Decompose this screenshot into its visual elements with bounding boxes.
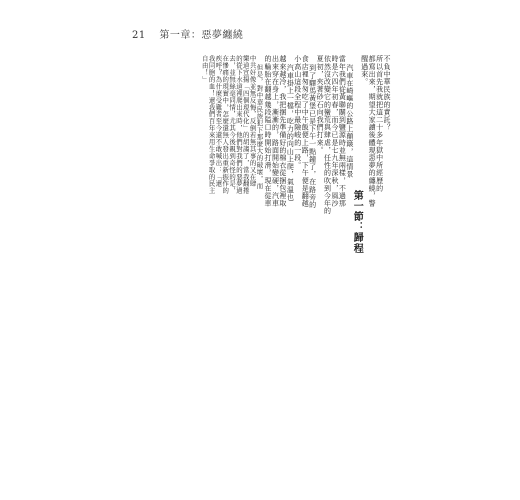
text-column: 汽車在崎嶇的公路上顛簸，這情景	[345, 64, 354, 178]
text-column: 的輪胎在翻越幾段隘口時開始打滑，現在從車	[264, 55, 272, 207]
text-column: 自由！」	[200, 55, 209, 83]
text-column: 不負中華民族的責託？	[383, 55, 391, 131]
text-column: 越來越冷，我把捆先準備好的棉衣從捆包裡取	[278, 55, 287, 207]
text-column: 食店裡匆匆吃了中午飯便上路，下午便是翻越	[301, 55, 310, 207]
text-column: 疾呼？為什麼受難者至今還不敢喊出：「還	[214, 55, 223, 188]
text-column: 依然沒改變它的蠻荒與肆虐，任性的吹到今年的	[323, 55, 332, 215]
text-column: 中共奸像並無反悔，反倒若無其事的又在肆	[248, 55, 257, 188]
text-column: 但是，對中華民族犯下那麼大的破壞，而	[255, 64, 264, 190]
text-column: 醒過來。	[360, 55, 369, 86]
text-column: 夏初，夾著砂石向我們打來。	[316, 55, 325, 154]
text-column: 我同胞的血！還我們百年來用生命爭取的民主	[207, 55, 216, 194]
text-column: 都寫出來，期望大家讀後體現惡夢的纏繞，警	[368, 55, 377, 207]
text-column: 當年我們從黃聯關到鹽源時並無兩樣，不過那	[338, 55, 347, 207]
text-column: 所以首先我就把這二十多年獄中所經歷的	[375, 55, 384, 192]
text-column: 出來穿在身上，漸漸的，路面開始變硬，汽車	[271, 55, 280, 207]
text-column: 汽車掛上一檔，吃力的向山上爬，氣溫也	[286, 64, 295, 201]
chapter-title: 第一章：惡夢纏繞	[159, 30, 244, 41]
text-column: 小高山這段全程中最險峻的一段。	[293, 55, 302, 169]
text-column: 在慘痛的現實中，怎麼還無人發出重新振作的	[221, 55, 230, 194]
text-column: 到了驛馬黃堡已是下午一點鐘了，在路旁的	[308, 64, 317, 209]
text-column: 的從下水道裡爬出來時，他們對我們的惡夢過	[234, 55, 243, 194]
text-column: 時是六四年初春，而今已是七九年深秋，風沙	[330, 55, 339, 207]
text-column: 樂道宣揚「四個現代化」的胡謅了，當我翻捲	[241, 55, 250, 194]
page-number: 21	[132, 30, 146, 41]
section-title: 第一節：歸程	[351, 190, 363, 254]
running-header	[132, 26, 243, 41]
text-column: 去，並無絲毫同情，尤其今後親到奇怪的是，	[228, 55, 237, 194]
